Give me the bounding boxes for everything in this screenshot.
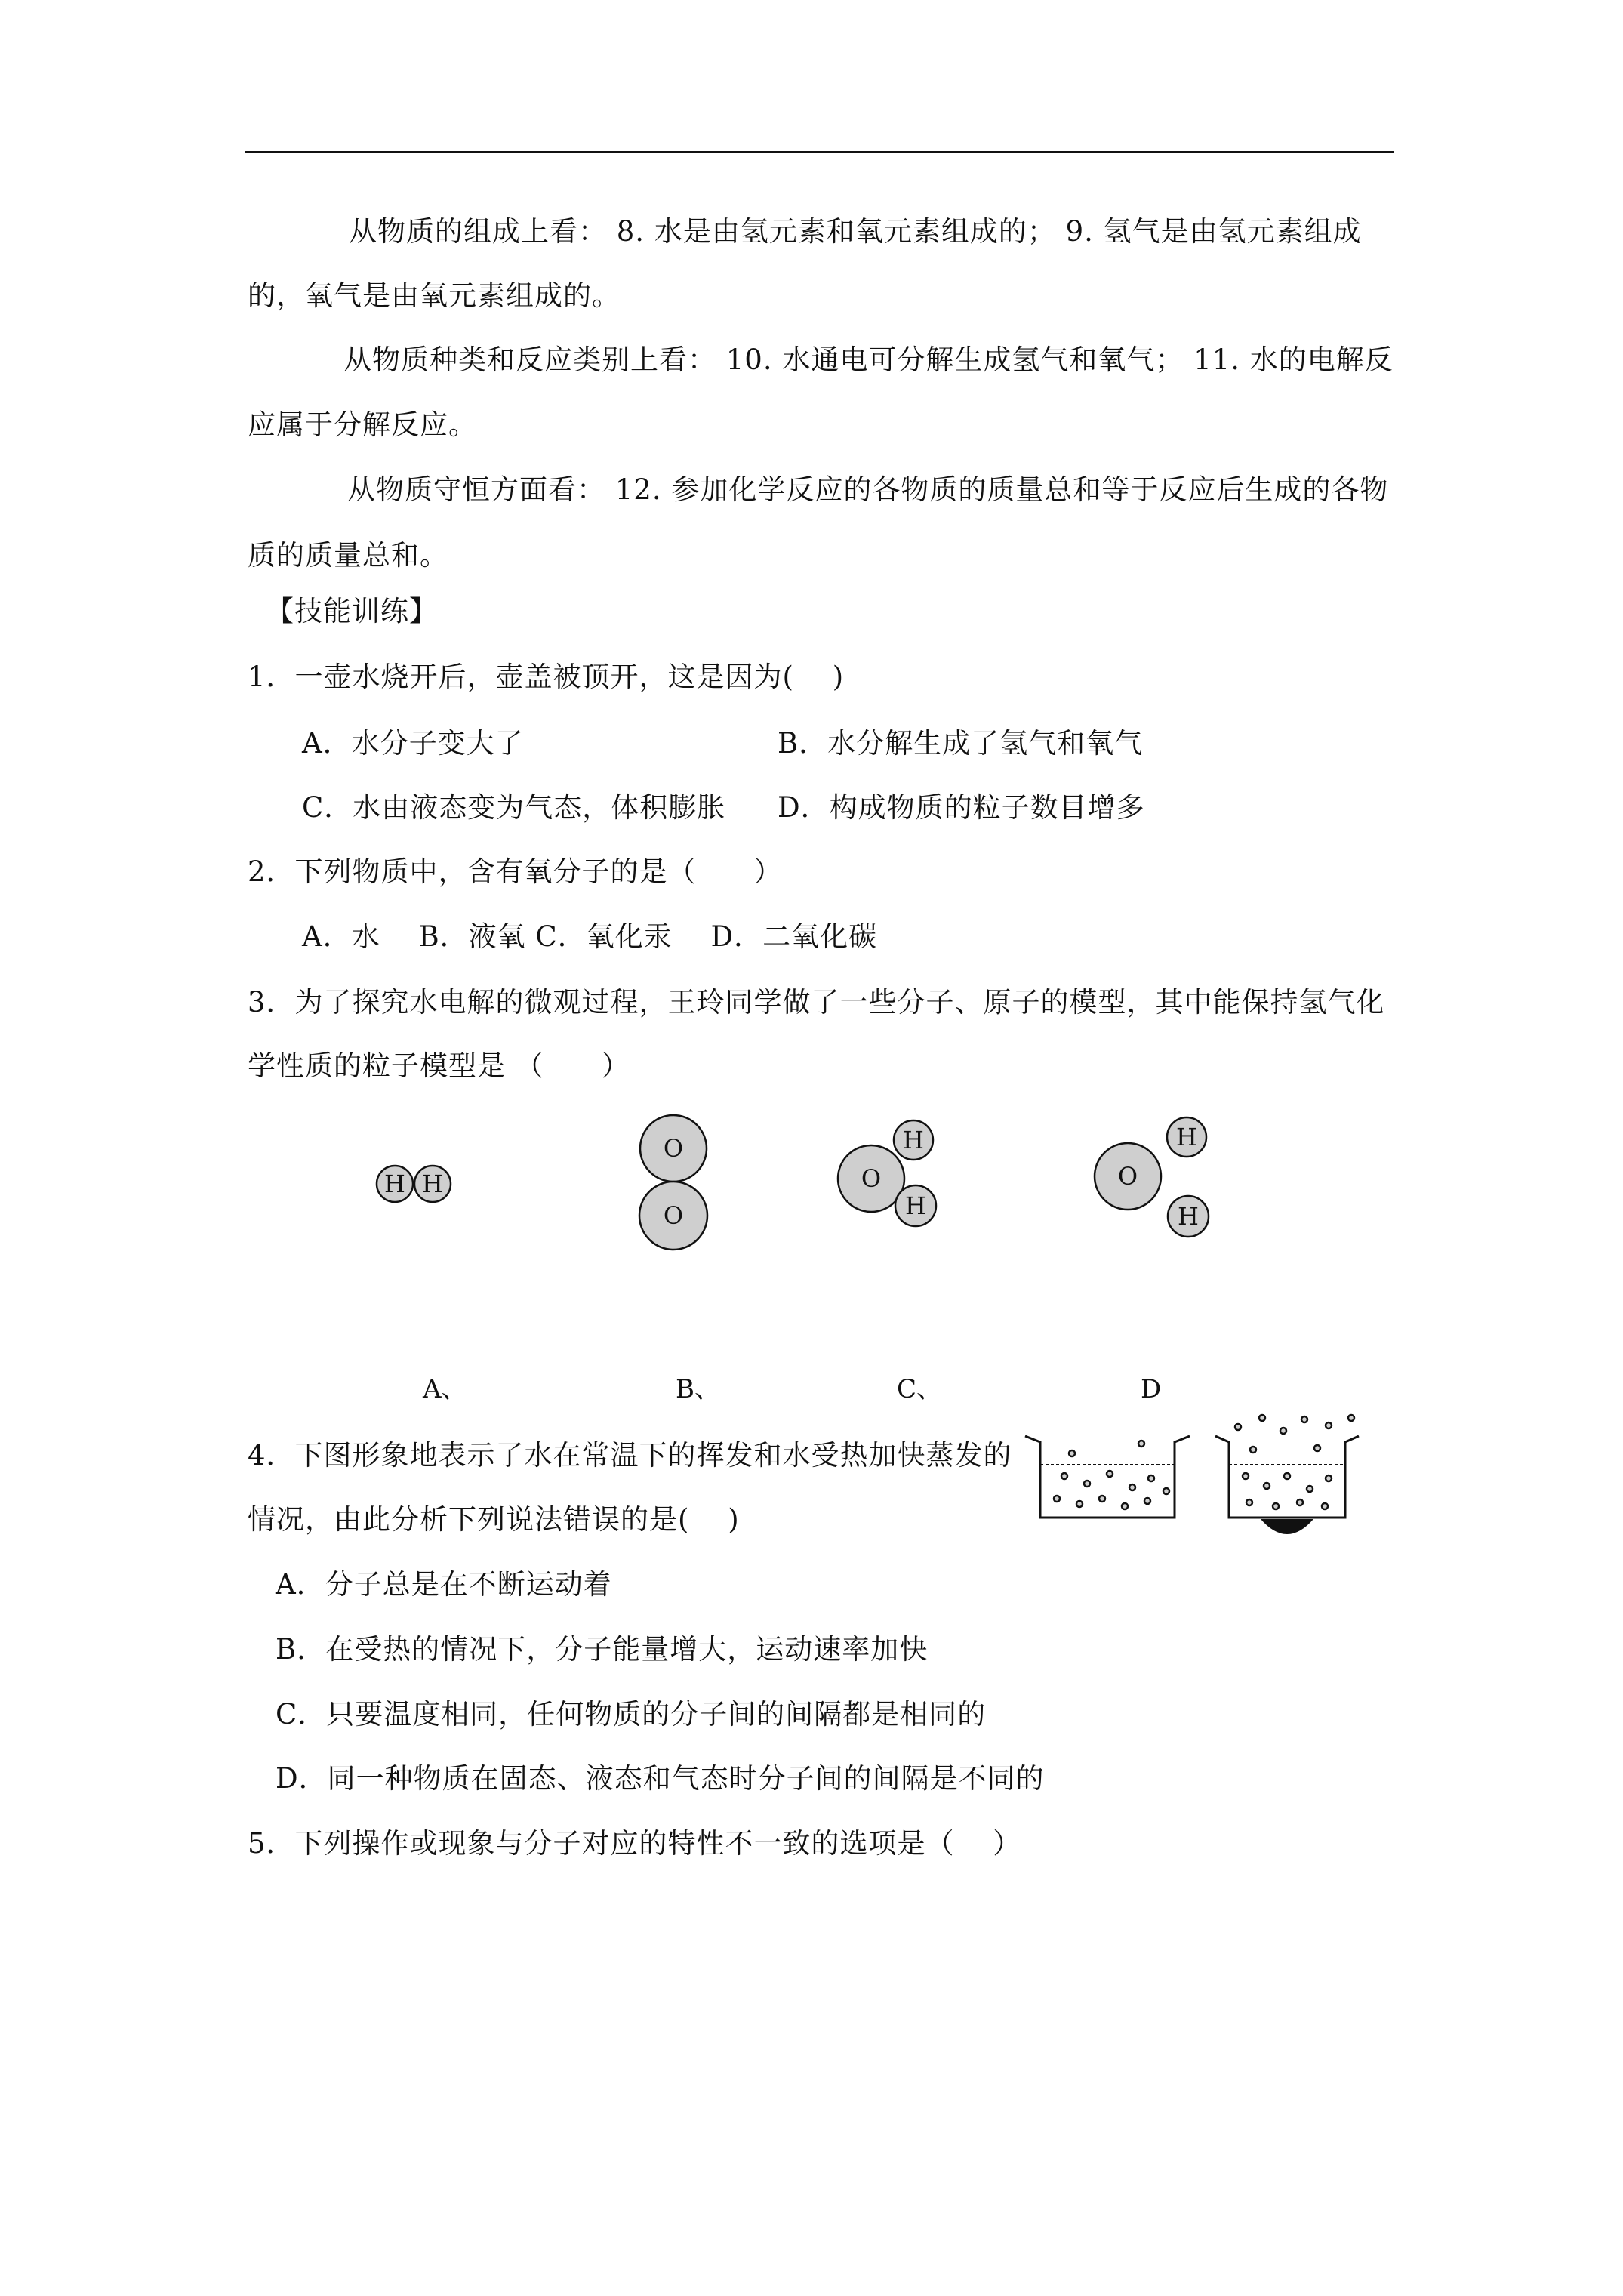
atom-h: H bbox=[422, 1170, 443, 1198]
q1-option-b: B．水分解生成了氢气和氧气 bbox=[778, 727, 1144, 760]
q2-options: A．水 B．液氧 C．氧化汞 D．二氧化碳 bbox=[302, 920, 878, 953]
atom-h: H bbox=[1178, 1202, 1199, 1231]
q4-option-d: D．同一种物质在固态、液态和气态时分子间的间隔是不同的 bbox=[276, 1762, 1045, 1795]
q1-stem: 1．一壶水烧开后，壶盖被顶开，这是因为( ) bbox=[248, 661, 845, 693]
model-label-b: B、 bbox=[676, 1374, 720, 1404]
atom-h: H bbox=[903, 1126, 924, 1154]
beaker-room-temperature-illustration bbox=[1025, 1436, 1190, 1518]
model-label-d: D bbox=[1141, 1374, 1162, 1404]
atom-o: O bbox=[1117, 1162, 1138, 1191]
atom-h: H bbox=[1176, 1123, 1197, 1151]
q4-option-c: C．只要温度相同，任何物质的分子间的间隔都是相同的 bbox=[276, 1698, 987, 1730]
model-d-separate-atoms bbox=[1095, 1117, 1209, 1237]
intro-paragraph-1-line-2: 的，氧气是由氧元素组成的。 bbox=[248, 279, 621, 312]
q5-stem: 5．下列操作或现象与分子对应的特性不一致的选项是（ ） bbox=[248, 1827, 1022, 1860]
intro-paragraph-3-line-2: 质的质量总和。 bbox=[248, 539, 448, 572]
atom-o: O bbox=[861, 1164, 882, 1193]
model-label-c: C、 bbox=[897, 1374, 943, 1404]
model-c-water-molecule bbox=[838, 1120, 936, 1226]
q1-option-c: C．水由液态变为气态，体积膨胀 bbox=[302, 791, 726, 824]
atom-o: O bbox=[663, 1134, 684, 1163]
section-title: 【技能训练】 bbox=[266, 595, 438, 627]
atom-h: H bbox=[384, 1170, 405, 1198]
atom-h: H bbox=[905, 1191, 926, 1220]
intro-paragraph-1-line-1: 从物质的组成上看： 8. 水是由氢元素和氧元素组成的； 9. 氢气是由氢元素组成 bbox=[349, 215, 1362, 248]
intro-paragraph-2-line-2: 应属于分解反应。 bbox=[248, 408, 477, 441]
q1-option-d: D．构成物质的粒子数目增多 bbox=[778, 791, 1145, 824]
q3-stem-line-1: 3．为了探究水电解的微观过程，王玲同学做了一些分子、原子的模型，其中能保持氢气化 bbox=[248, 986, 1385, 1019]
beaker-heated-illustration bbox=[1215, 1415, 1359, 1534]
model-label-a: A、 bbox=[423, 1374, 467, 1404]
q1-option-a: A．水分子变大了 bbox=[302, 727, 524, 760]
model-a-hydrogen-molecule bbox=[377, 1166, 451, 1202]
q4-option-a: A．分子总是在不断运动着 bbox=[276, 1568, 612, 1601]
q4-stem-line-1: 4．下图形象地表示了水在常温下的挥发和水受热加快蒸发的 bbox=[248, 1439, 1012, 1472]
q3-stem-line-2: 学性质的粒子模型是 （ ） bbox=[248, 1049, 630, 1082]
q4-option-b: B．在受热的情况下，分子能量增大，运动速率加快 bbox=[276, 1633, 929, 1666]
intro-paragraph-2-line-1: 从物质种类和反应类别上看： 10. 水通电可分解生成氢气和氧气； 11. 水的电解反 bbox=[343, 344, 1394, 376]
intro-paragraph-3-line-1: 从物质守恒方面看： 12. 参加化学反应的各物质的质量总和等于反应后生成的各物 bbox=[347, 473, 1389, 506]
q2-stem: 2．下列物质中，含有氧分子的是（ ） bbox=[248, 855, 783, 888]
atom-o: O bbox=[663, 1201, 684, 1230]
q4-stem-line-2: 情况，由此分析下列说法错误的是( ) bbox=[248, 1503, 740, 1536]
model-b-oxygen-molecule bbox=[639, 1115, 707, 1250]
